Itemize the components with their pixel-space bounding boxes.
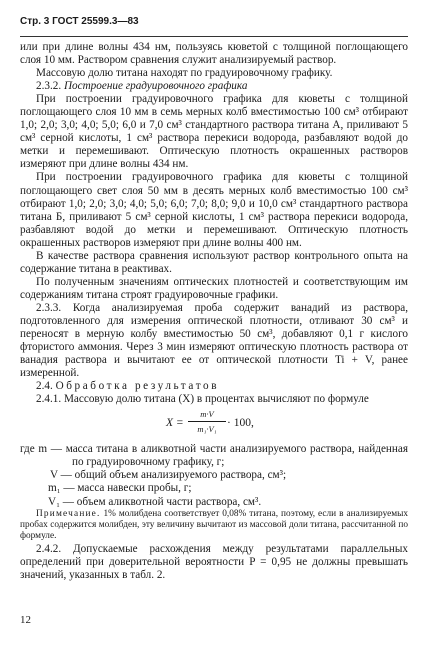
formula-fraction: [188, 408, 226, 435]
definition-m1: [20, 482, 408, 495]
note-label: Примечание.: [36, 508, 101, 519]
variable-definitions: [20, 443, 408, 508]
section-title: Построение градуировочного графика: [63, 80, 248, 93]
section-2-3-2-heading: [20, 80, 408, 93]
paragraph-result-from-graph: Массовую долю титана находят по градуировочному графику.: [36, 67, 333, 80]
definition-text: общий объем анализируемого раствора, см³;: [74, 469, 287, 482]
paragraph-2-4-1-formula-intro: 2.4.1. Массовую долю титана (X) в процентах вычисляют по формуле: [36, 393, 369, 406]
definition-symbol: V₁ —: [48, 495, 74, 508]
definition-m: [20, 443, 408, 469]
section-2-4-heading: [20, 380, 408, 393]
note-text: 1% молибдена соответствует 0,08% титана, поэтому, если в анализируемых пробах содержится молибден, эту величину вычитают из массовой доли титана, рассчитанной по формуле.: [20, 508, 409, 542]
definition-v1: [20, 496, 408, 509]
paragraph-2-4-2-tolerances: 2.4.2. Допускаемые расхождения между результатами параллельных определений при доверительной вероятности P = 0,95 не должны превышать значений, указанных в табл. 2.: [20, 542, 408, 581]
document-body: [20, 41, 408, 582]
definition-symbol: где m —: [20, 443, 62, 456]
definition-text: объем аликвотной части раствора, см³.: [76, 495, 262, 508]
header-label: Стр. 3 ГОСТ 25599.3—83: [20, 16, 139, 27]
formula-rhs: · 100,: [227, 417, 254, 430]
running-header: [20, 12, 408, 37]
molybdenum-note: [20, 509, 408, 543]
page-number: 12: [20, 614, 31, 626]
formula-numerator: m·V: [200, 409, 214, 420]
definition-text: масса титана в аликвотной части анализируемого раствора, найденная по градуировочному графику, г;: [65, 443, 408, 469]
paragraph-build-graphs: По полученным значениям оптических плотностей и соответствующим им содержаниям титана строят градуировочные графики.: [20, 275, 408, 301]
section-number: 2.3.2.: [36, 80, 62, 93]
definition-symbol: V —: [50, 469, 72, 482]
formula-denominator: m₁·V₁: [197, 424, 217, 435]
paragraph-calibration-50mm: При построении градуировочного графика для кюветы с толщиной поглощающего свет слоя 50 мм в десять мерных колб вместимостью 100 см³ отбирают 1,0; 2,0; 3,0; 4,0; 5,0; 6,0; 7,0; 8,0; 9,0 и 10,0 см³ стандартного раствора титана Б, приливают 5 см³ серной кислоты, 1 см³ раствора перекиси водорода, разбавляют водой до метки и перемешивают. Оптическую плотность окрашенных растворов измеряют при длине волны 400 нм.: [20, 171, 408, 249]
formula-lhs: X =: [166, 417, 184, 430]
definition-symbol: m₁ —: [48, 482, 75, 495]
paragraph-2-3-3-vanadium: 2.3.3. Когда анализируемая проба содержит ванадий из раствора, подготовленного для измерения оптической плотности, отливают 30 см³ и переносят в мерную колбу вместимостью 50 см³, добавляют 0,1 г кислого фтористого аммония. Через 3 мин измеряют оптическую плотность раствора от ванадия раствора и вычитают ее от оптической плотности Ti + V, ранее измеренной.: [20, 301, 408, 380]
paragraph-reference-solution: В качестве раствора сравнения используют раствор контрольного опыта на содержание титана в реактивах.: [20, 249, 408, 275]
section-number: 2.4.: [36, 380, 53, 393]
section-title: Обработка результатов: [55, 380, 220, 393]
definition-v: [20, 469, 408, 482]
fraction-bar: [188, 421, 226, 422]
paragraph-continuation: или при длине волны 434 нм, пользуясь кюветой с толщиной поглощающего слоя 10 мм. Раствором сравнения служит анализируемый раствор.: [20, 41, 408, 67]
paragraph-calibration-10mm: При построении градуировочного графика для кюветы с толщиной поглощающего слоя 10 мм в семь мерных колб вместимостью 100 см³ отбирают 1,0; 2,0; 3,0; 4,0; 5,0; 6,0 и 7,0 см³ стандартного раствора титана А, приливают 5 см³ серной кислоты, 1 см³ раствора перекиси водорода, разбавляют водой до метки и перемешивают. Оптическую плотность окрашенных растворов измеряют при длине волны 434 нм.: [20, 93, 408, 171]
definition-text: масса навески пробы, г;: [77, 482, 192, 495]
titanium-mass-fraction-formula: [20, 408, 408, 440]
